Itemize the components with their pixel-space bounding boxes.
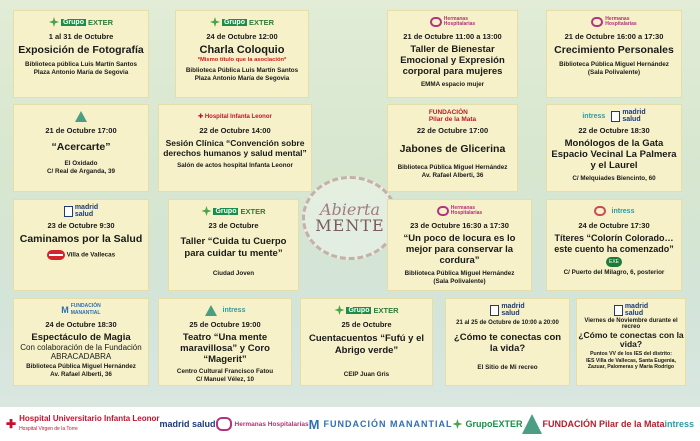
grupo-exter-logo: Grupo EXTER bbox=[173, 204, 294, 218]
event-date: 25 de Octubre 19:00 bbox=[189, 320, 261, 329]
event-title: Jabones de Glicerina bbox=[399, 143, 506, 155]
footer-hospital-logo: ✚ Hospital Universitario Infanta Leonor Hospital Virgen de la Torre bbox=[6, 414, 160, 432]
grupo-exter-logo: Grupo EXTER bbox=[180, 15, 304, 29]
event-title: Cuentacuentos “Fufú y el Abrigo verde” bbox=[308, 333, 425, 356]
event-date: 24 de Octubre 18:30 bbox=[45, 320, 117, 329]
event-date: 22 de Octubre 18:30 bbox=[578, 126, 650, 135]
event-title: Espectáculo de Magia bbox=[31, 332, 131, 343]
event-card-glycerin-soaps bbox=[387, 104, 518, 192]
event-place: Biblioteca Pública Miguel Hernández Av. Rafael Alberti, 36 bbox=[397, 164, 508, 179]
event-date: 23 de Octubre 16:30 a 17:30 bbox=[410, 221, 509, 230]
event-place: El Sitio de Mi recreo bbox=[477, 364, 538, 371]
event-date: 22 de Octubre 14:00 bbox=[199, 126, 271, 135]
event-place: Biblioteca Pública Miguel Hernández (Sala Polivalente) bbox=[404, 270, 515, 285]
event-date: 21 de Octubre 17:00 bbox=[45, 126, 117, 135]
event-title: ¿Cómo te conectas con la vida? bbox=[578, 330, 684, 349]
footer-hermanas-logo: Hermanas Hospitalarias bbox=[216, 417, 309, 431]
event-card-theatre bbox=[158, 298, 292, 386]
green-badge-icon: EXE bbox=[606, 257, 622, 267]
footer-intress-logo: intress bbox=[664, 419, 695, 429]
event-place: Salón de actos hospital Infanta Leonor bbox=[177, 162, 293, 169]
event-date: 25 de Octubre bbox=[341, 320, 392, 329]
event-title: Teatro “Una mente maravillosa” y Coro “Magerit” bbox=[180, 332, 270, 365]
event-place: Biblioteca Pública Luis Martín Santos Plaza Antonio María de Segovia bbox=[185, 67, 299, 82]
event-place: Ciudad Joven bbox=[212, 270, 255, 277]
event-card-talk bbox=[175, 10, 309, 98]
event-place: Puntos VV de los IES del distrito: IES Villa de Vallecas, Santa Eugenia, Zazuar, Palomeras y María Rodrigo bbox=[586, 351, 676, 370]
hermanas-hospitalarias-logo: Hermanas Hospitalarias bbox=[392, 204, 527, 218]
event-card-personal-growth bbox=[546, 10, 682, 98]
hermanas-hospitalarias-logo: Hermanas Hospitalarias bbox=[392, 15, 513, 29]
sponsor-footer bbox=[0, 407, 700, 441]
event-place: Villa de Vallecas bbox=[18, 250, 144, 260]
intress-logo: intress bbox=[551, 204, 677, 218]
event-place: Centro Cultural Francisco Fatou C/ Manuel Vélez, 10 bbox=[176, 368, 274, 383]
event-place: C/ Melquiades Biencinto, 60 bbox=[572, 175, 656, 182]
footer-manantial-logo: M FUNDACIÓN MANANTIAL bbox=[308, 416, 453, 432]
event-title: Taller “Cuida tu Cuerpo para cuidar tu mente” bbox=[180, 236, 287, 259]
event-title: Sesión Clínica “Convención sobre derechos humanos y salud mental” bbox=[163, 138, 307, 158]
event-date: 1 al 31 de Octubre bbox=[48, 32, 114, 41]
event-card-magic bbox=[13, 298, 149, 386]
event-card-connect-1 bbox=[445, 298, 570, 386]
event-card-wellbeing-workshop bbox=[387, 10, 518, 98]
event-card-puppets bbox=[546, 199, 682, 291]
footer-triangle-logo bbox=[522, 414, 542, 434]
event-title: Taller de Bienestar Emocional y Expresión corporal para mujeres bbox=[400, 44, 505, 77]
abierta-mente-logo: Abierta MENTE bbox=[302, 176, 398, 260]
event-card-body-workshop bbox=[168, 199, 299, 291]
footer-fundacion-logo: FUNDACIÓN Pilar de la Mata bbox=[542, 419, 665, 429]
madrid-salud-logo: madrid salud bbox=[578, 303, 684, 317]
fundacion-manantial-logo: M FUNDACIÓN MANANTIAL bbox=[61, 303, 101, 316]
event-date: 23 de Octubre bbox=[208, 221, 259, 230]
event-title: ¿Cómo te conectas con la vida? bbox=[453, 332, 562, 354]
event-title: Exposición de Fotografía bbox=[18, 44, 144, 56]
event-card-madness bbox=[387, 199, 532, 291]
footer-exter-logo: GrupoEXTER bbox=[452, 419, 522, 429]
event-place: CEIP Juan Gris bbox=[343, 371, 390, 378]
event-date: 22 de Octubre 17:00 bbox=[416, 126, 489, 135]
event-card-walk bbox=[13, 199, 149, 291]
triangle-logo bbox=[18, 109, 144, 123]
event-title: “Un poco de locura es lo mejor para conservar la cordura” bbox=[403, 233, 516, 266]
grupo-exter-logo: Grupo EXTER bbox=[18, 15, 144, 29]
event-subtitle: Con colaboración de la Fundación ABRACADABRA bbox=[20, 343, 142, 361]
event-date: 24 de Octubre 12:00 bbox=[206, 32, 278, 41]
madrid-salud-logo: madrid salud bbox=[450, 303, 565, 317]
madrid-salud-logo: madrid salud bbox=[18, 204, 144, 218]
grupo-exter-logo: Grupo EXTER bbox=[305, 303, 428, 317]
event-card-storytelling bbox=[300, 298, 433, 386]
event-place: C/ Puerto del Milagro, 6, posterior bbox=[563, 269, 665, 276]
event-note: *Mismo título que la asociación* bbox=[197, 57, 287, 63]
event-title: Títeres “Colorín Colorado… este cuento ha comenzado” bbox=[554, 233, 674, 254]
event-card-clinical-session bbox=[158, 104, 312, 192]
event-date: 21 de Octubre 16:00 a 17:30 bbox=[564, 32, 664, 41]
event-date: 24 de Octubre 17:30 bbox=[578, 221, 650, 230]
event-title: Monólogos de la Gata Espacio Vecinal La Palmera y el Laurel bbox=[551, 138, 677, 171]
event-card-photo-exhibition bbox=[13, 10, 149, 98]
event-date: 23 de Octubre 9:30 bbox=[47, 221, 115, 230]
event-place: El Oxidado C/ Real de Arganda, 39 bbox=[46, 160, 115, 175]
event-card-monologues bbox=[546, 104, 682, 192]
event-title: Crecimiento Personales bbox=[554, 44, 674, 56]
event-title: Charla Coloquio bbox=[199, 44, 285, 56]
event-date: Viernes de Noviembre durante el recreo bbox=[584, 318, 678, 330]
intress-logo: intress bbox=[163, 303, 287, 317]
event-title: Caminamos por la Salud bbox=[19, 233, 143, 245]
event-place: Biblioteca Pública Miguel Hernández Av. Rafael Alberti, 36 bbox=[26, 363, 136, 378]
event-date: 21 al 25 de Octubre de 10:00 a 20:00 bbox=[456, 320, 559, 326]
event-date: 21 de Octubre 11:00 a 13:00 bbox=[403, 32, 502, 41]
footer-madrid-salud-logo: madrid salud bbox=[159, 419, 216, 429]
hermanas-hospitalarias-logo: Hermanas Hospitalarias bbox=[551, 15, 677, 29]
event-card-connect-2 bbox=[576, 298, 686, 386]
event-card-acercarte bbox=[13, 104, 149, 192]
hospital-infanta-leonor-logo: ✚ Hospital Infanta Leonor bbox=[198, 113, 272, 120]
event-place: EMMA espacio mujer bbox=[420, 81, 485, 88]
event-place: Biblioteca pública Luis Martín Santos Plaza Antonio María de Segovia bbox=[25, 61, 137, 76]
event-place: Biblioteca Pública Miguel Hernández (Sala Polivalente) bbox=[559, 61, 669, 76]
event-title: “Acercarte” bbox=[51, 141, 111, 153]
fundacion-pilar-logo: FUNDACIÓN Pilar de la Mata bbox=[428, 109, 477, 123]
intress-madrid-logo: intress madrid salud bbox=[582, 109, 646, 123]
metro-icon bbox=[47, 250, 65, 260]
